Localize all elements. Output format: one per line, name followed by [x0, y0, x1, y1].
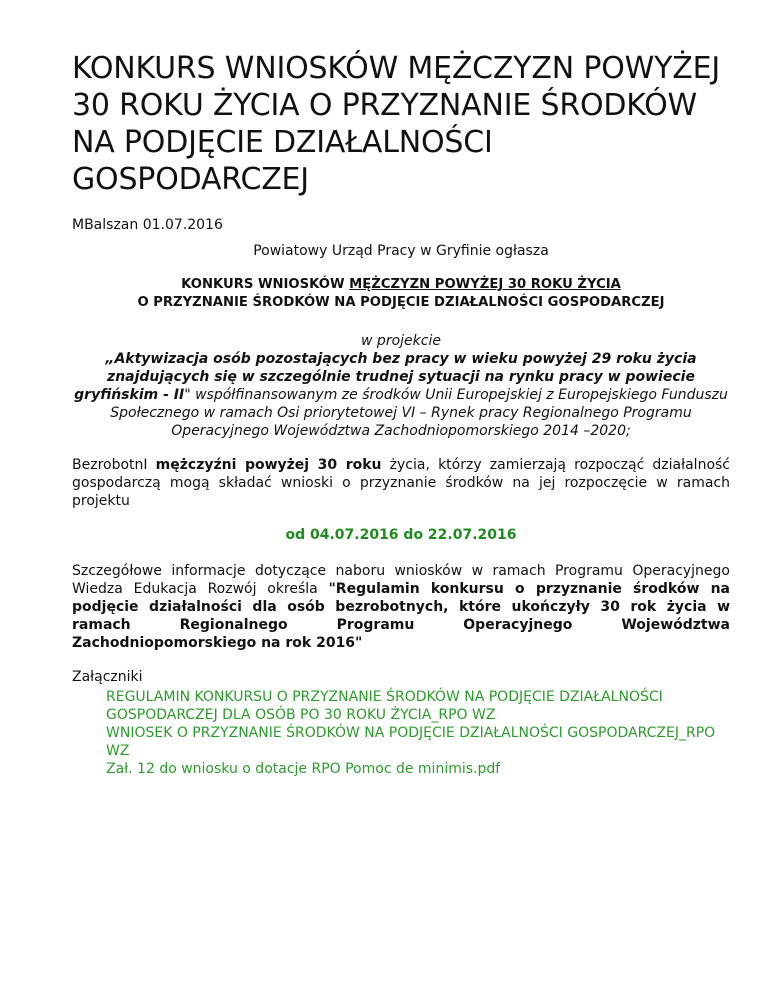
details-paragraph — [72, 562, 730, 652]
attachment-item — [106, 688, 730, 724]
attachment-item — [106, 760, 730, 778]
attachments-list — [72, 688, 730, 778]
attachment-link-regulation[interactable]: REGULAMIN KONKURSU O PRZYZNANIE ŚRODKÓW NA PODJĘCIE DZIAŁALNOŚCI GOSPODARCZEJ DLA OSÓB PO 30 ROKU ŻYCIA_RPO WZ — [106, 689, 663, 723]
attachment-link-application-form[interactable]: WNIOSEK O PRZYZNANIE ŚRODKÓW NA PODJĘCIE DZIAŁALNOŚCI GOSPODARCZEJ_RPO WZ — [106, 725, 716, 759]
project-description — [72, 332, 730, 440]
project-intro: w projekcie — [361, 333, 441, 349]
application-dates: od 04.07.2016 do 22.07.2016 — [285, 527, 517, 543]
project-name: „Aktywizacja osób pozostających bez pracy w wieku powyżej 29 roku życia znajdujących się w szczególnie trudnej sytuacji na rynku pracy w powiecie gryfińskim - II — [74, 351, 697, 403]
publish-date: 01.07.2016 — [142, 217, 223, 233]
competition-heading — [72, 276, 730, 312]
project-body — [72, 350, 730, 440]
attachment-item — [106, 724, 730, 760]
details-text: Szczegółowe informacje dotyczące naboru wniosków w ramach Programu Operacyjnego Wiedza Edukacja Rozwój określa — [72, 563, 730, 597]
eligibility-text-end: życia, którzy zamierzają rozpocząć działalność gospodarczą mogą składać wnioski o przyznanie środków na jej rozpoczęcie w ramach projektu — [72, 457, 730, 509]
eligibility-paragraph — [72, 456, 730, 510]
author-name: MBalszan — [72, 217, 139, 233]
announcement-text: Powiatowy Urząd Pracy w Gryfinie ogłasza — [253, 243, 549, 259]
heading-prefix: KONKURS WNIOSKÓW — [181, 277, 350, 292]
page-title: KONKURS WNIOSKÓW MĘŻCZYZN POWYŻEJ 30 ROKU ŻYCIA O PRZYZNANIE ŚRODKÓW NA PODJĘCIE DZIAŁALNOŚCI GOSPODARCZEJ — [72, 51, 720, 197]
heading-underlined: MĘŻCZYZN POWYŻEJ 30 ROKU ŻYCIA — [349, 277, 621, 292]
project-funding-text: " współfinansowanym ze środków Unii Europejskiej z Europejskiego Funduszu Społecznego w ramach Osi priorytetowej VI – Rynek pracy Regionalnego Programu Operacyjnego Województwa Zachodniopomorskiego 2014 –2020; — [110, 387, 728, 439]
author-date-line — [72, 216, 730, 234]
eligibility-bold: mężczyźni powyżej 30 roku — [155, 457, 382, 473]
eligibility-text-start: BezrobotnI — [72, 457, 156, 473]
regulation-title: "Regulamin konkursu o przyznanie środków na podjęcie działalności dla osób bezrobotnych, które ukończyły 30 rok życia w ramach Regionalnego Programu Operacyjnego Województwa Zachodniopomorskiego na rok 2016" — [72, 581, 730, 651]
heading-line-2: O PRZYZNANIE ŚRODKÓW NA PODJĘCIE DZIAŁALNOŚCI GOSPODARCZEJ — [137, 295, 665, 310]
attachments-label: Załączniki — [72, 669, 143, 685]
attachment-link-deminimis-pdf[interactable]: Zał. 12 do wniosku o dotacje RPO Pomoc de minimis.pdf — [106, 761, 501, 777]
heading-line-1 — [72, 276, 730, 294]
